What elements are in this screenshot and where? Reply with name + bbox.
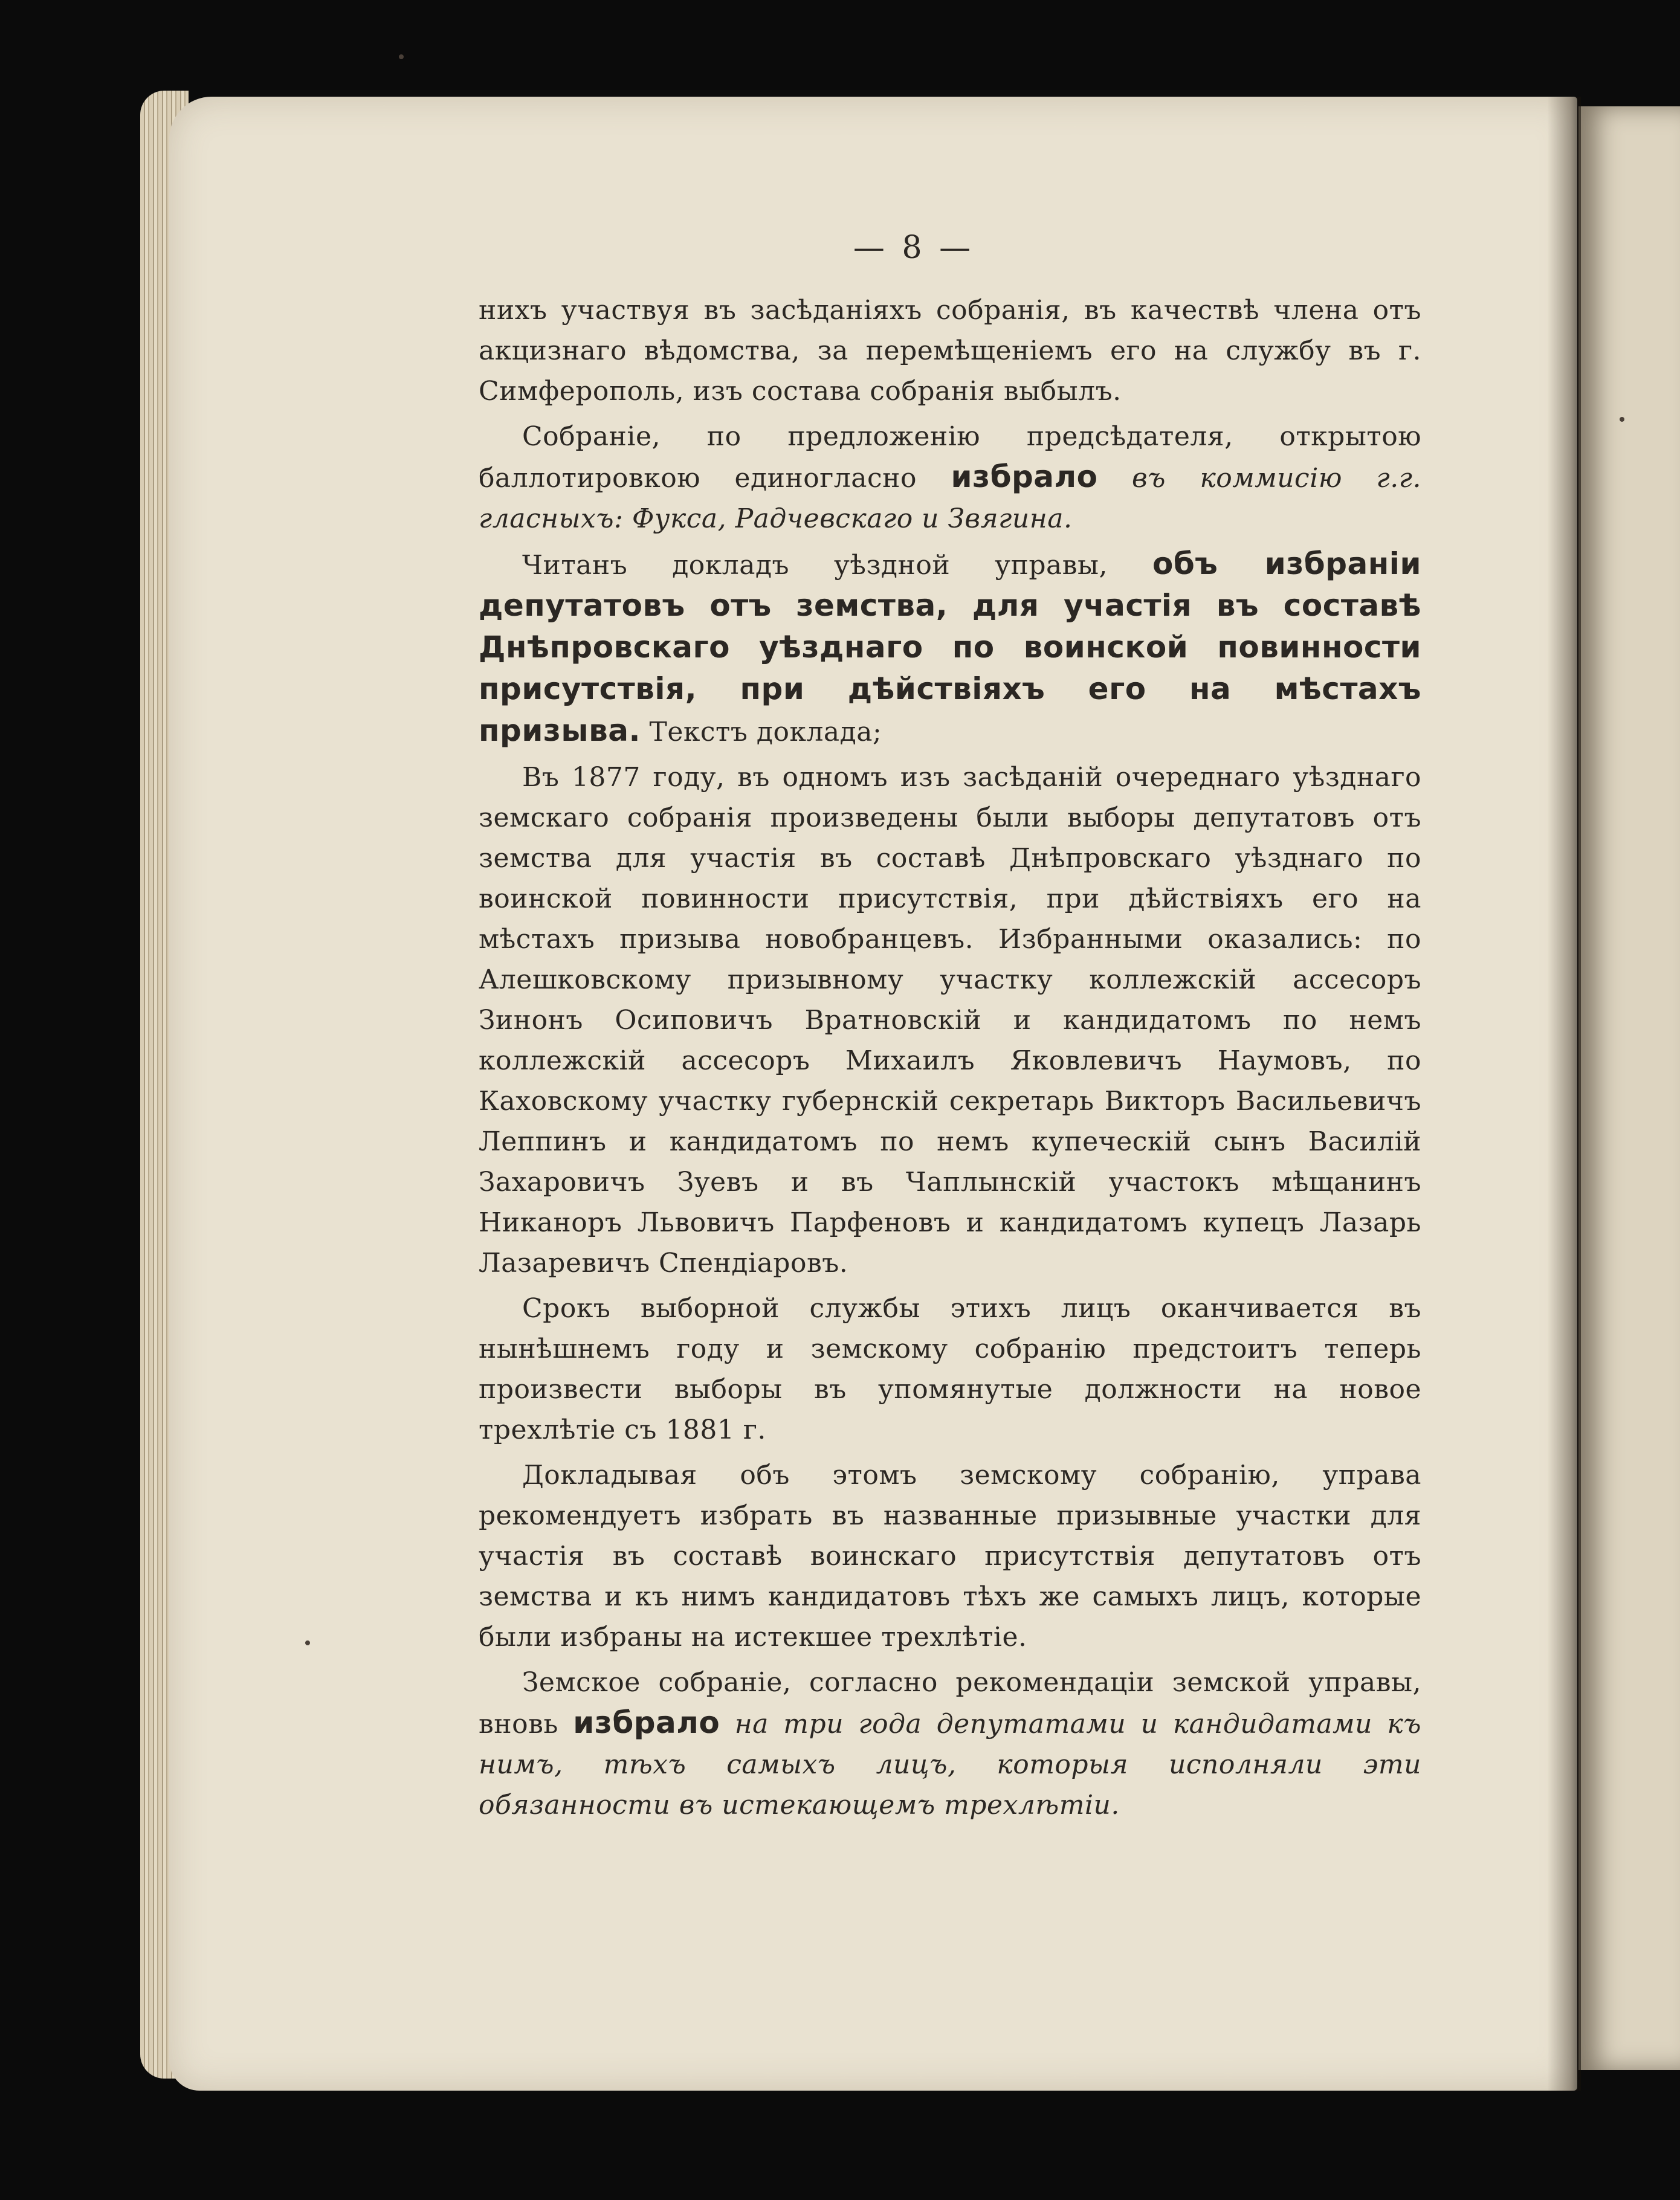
paragraph-5 (479, 1288, 1421, 1450)
paragraph-2-bold: избрало (951, 459, 1098, 494)
paragraph-6 (479, 1455, 1421, 1657)
paragraph-2-text: Собраніе, по предложенію предсѣдателя, открытою баллотировкою единогласно (479, 421, 1421, 494)
paragraph-7-italic: на три года депутатами и кандидатами къ нимъ, тѣхъ самыхъ лицъ, которыя исполняли эти обязанности въ истекающемъ трехлѣтіи. (479, 1709, 1421, 1821)
paragraph-6-text: Докладывая объ этомъ земскому собранію, управа рекомендуетъ избрать въ названные призывные участки для участія въ составѣ воинскаго присутствія депутатовъ отъ земства и къ нимъ кандидатовъ тѣхъ же самыхъ лицъ, которые были избраны на истекшее трехлѣтіе. (479, 1460, 1421, 1653)
book-gutter (1547, 97, 1581, 2091)
paragraph-3 (479, 544, 1421, 752)
dust-speck (305, 1640, 310, 1645)
paragraph-2-italic: въ коммисію г.г. гласныхъ: Фукса, Радчевскаго и Звягина. (479, 463, 1421, 534)
paragraph-4-text: Въ 1877 году, въ одномъ изъ засѣданій очереднаго уѣзднаго земскаго собранія произведены были выборы депутатовъ отъ земства для участія въ составѣ Днѣпровскаго уѣзднаго по воинской повинности присутствія, при дѣйствіяхъ его на мѣстахъ призыва новобранцевъ. Избранными оказались: по Алешковскому призывному участку коллежскій ассесоръ Зинонъ Осиповичъ Вратновскій и кандидатомъ по немъ коллежскій ассесоръ Михаилъ Яковлевичъ Наумовъ, по Каховскому участку губернскій секретарь Викторъ Васильевичъ Леппинъ и кандидатомъ по немъ купеческій сынъ Василій Захаровичъ Зуевъ и въ Чаплынскій участокъ мѣщанинъ Никаноръ Львовичъ Парфеновъ и кандидатомъ купецъ Лазарь Лазаревичъ Спендіаровъ. (479, 762, 1421, 1279)
paragraph-2 (479, 416, 1421, 539)
facing-page-edge (1578, 106, 1680, 2070)
paragraph-3-text: Читанъ докладъ уѣздной управы, (522, 550, 1108, 581)
paragraph-7-text: Земское собраніе, согласно рекомендаціи земской управы, вновь (479, 1667, 1421, 1740)
paragraph-1 (479, 290, 1421, 411)
paragraph-7 (479, 1662, 1421, 1825)
page-number: — 8 — (853, 230, 975, 266)
paragraph-4 (479, 757, 1421, 1283)
dust-speck (1620, 417, 1624, 422)
paragraph-5-text: Срокъ выборной службы этихъ лицъ оканчивается въ нынѣшнемъ году и земскому собранію предстоитъ теперь произвести выборы въ упомянутые должности на новое трехлѣтіе съ 1881 г. (479, 1293, 1421, 1445)
paragraph-3-tail: Текстъ доклада; (649, 717, 882, 747)
page-text (479, 230, 1421, 1830)
paragraph-1-text: нихъ участвуя въ засѣданіяхъ собранія, въ качествѣ члена отъ акцизнаго вѣдомства, за перемѣщеніемъ его на службу въ г. Симферополь, изъ состава собранія выбылъ. (479, 295, 1421, 407)
paragraph-7-bold: избрало (573, 1705, 720, 1740)
paragraph-3-bold: объ избраніи депутатовъ отъ земства, для участія въ составѣ Днѣпровскаго уѣзднаго по воинской повинности присутствія, при дѣйствіяхъ его на мѣстахъ призыва. (479, 546, 1421, 748)
dust-speck (399, 54, 404, 59)
